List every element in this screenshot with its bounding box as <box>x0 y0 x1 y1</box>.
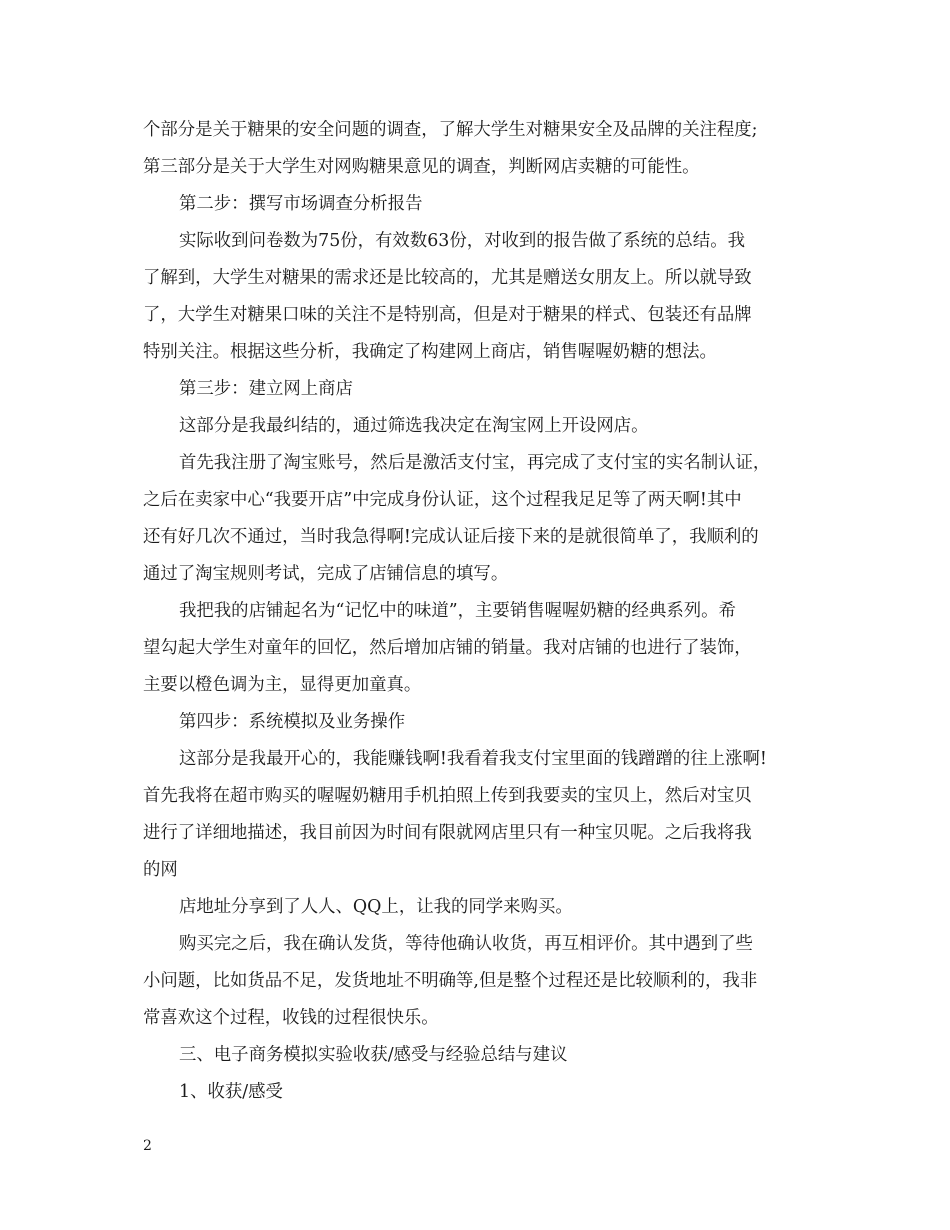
text-line: 望勾起大学生对童年的回忆，然后增加店铺的销量。我对店铺的也进行了装饰， <box>143 638 752 658</box>
text-line: 常喜欢这个过程，收钱的过程很快乐。 <box>143 1008 439 1028</box>
text-line: 首先我注册了淘宝账号，然后是激活支付宝，再完成了支付宝的实名制认证， <box>179 453 771 473</box>
text-line: 我把我的店铺起名为“记忆中的味道”，主要销售喔喔奶糖的经典系列。希 <box>179 601 736 621</box>
text-line: 1、收获/感受 <box>179 1082 283 1102</box>
text-line: 第二步：撰写市场调查分析报告 <box>179 194 423 214</box>
page-number: 2 <box>143 1138 152 1154</box>
text-line: 特别关注。根据这些分析，我确定了构建网上商店，销售喔喔奶糖的想法。 <box>143 342 717 362</box>
text-line: 了，大学生对糖果口味的关注不是特别高，但是对于糖果的样式、包装还有品牌 <box>143 305 752 325</box>
text-line: 进行了详细地描述，我目前因为时间有限就网店里只有一种宝贝呢。之后我将我 <box>143 823 752 843</box>
text-line: 小问题，比如货品不足，发货地址不明确等,但是整个过程还是比较顺利的，我非 <box>143 971 758 991</box>
text-line: 了解到，大学生对糖果的需求还是比较高的，尤其是赠送女朋友上。所以就导致 <box>143 268 752 288</box>
text-line: 的网 <box>143 860 178 880</box>
text-line: 主要以橙色调为主，显得更加童真。 <box>143 675 422 695</box>
text-line: 个部分是关于糖果的安全问题的调查，了解大学生对糖果安全及品牌的关注程度; <box>143 120 758 140</box>
document-body <box>143 112 813 1111</box>
text-line: 这部分是我最纠结的，通过筛选我决定在淘宝网上开设网店。 <box>179 416 649 436</box>
text-line: 还有好几次不通过，当时我急得啊!完成认证后接下来的是就很简单了，我顺利的 <box>143 527 759 547</box>
text-line: 第三步：建立网上商店 <box>179 379 353 399</box>
text-line: 通过了淘宝规则考试，完成了店铺信息的填写。 <box>143 564 509 584</box>
text-line: 第三部分是关于大学生对网购糖果意见的调查，判断网店卖糖的可能性。 <box>143 157 700 177</box>
text-line: 这部分是我最开心的，我能赚钱啊!我看着我支付宝里面的钱蹭蹭的往上涨啊! <box>179 749 767 769</box>
text-line: 购买完之后，我在确认发货，等待他确认收货，再互相评价。其中遇到了些 <box>179 934 753 954</box>
text-line: 首先我将在超市购买的喔喔奶糖用手机拍照上传到我要卖的宝贝上，然后对宝贝 <box>143 786 752 806</box>
text-line: 第四步：系统模拟及业务操作 <box>179 712 406 732</box>
text-line: 三、电子商务模拟实验收获/感受与经验总结与建议 <box>179 1045 568 1065</box>
text-line: 实际收到问卷数为75份，有效数63份，对收到的报告做了系统的总结。我 <box>179 231 745 251</box>
text-line: 之后在卖家中心“我要开店”中完成身份认证，这个过程我足足等了两天啊!其中 <box>143 490 742 510</box>
text-line: 店地址分享到了人人、QQ上，让我的同学来购买。 <box>179 897 573 917</box>
